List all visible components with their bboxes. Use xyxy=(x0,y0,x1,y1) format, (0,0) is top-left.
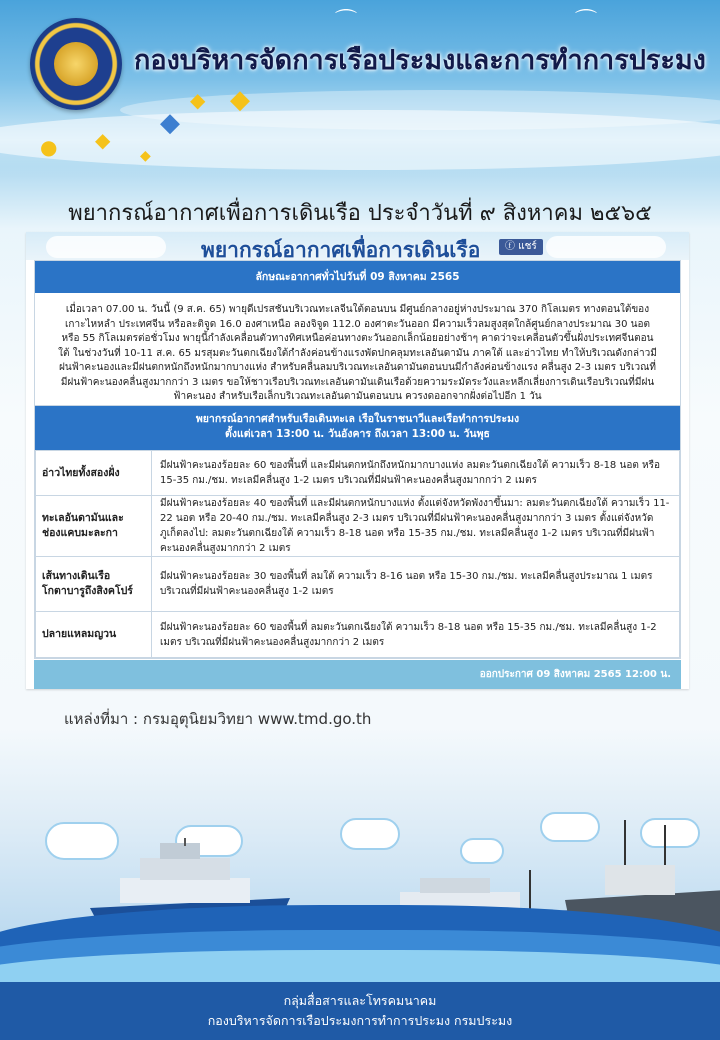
fish-icon: ◆ xyxy=(140,148,151,164)
facebook-share-button[interactable] xyxy=(499,239,543,255)
general-summary: เมื่อเวลา 07.00 น. วันนี้ (9 ส.ค. 65) พายุดีเปรสชันบริเวณทะเลจีนใต้ตอนบน มีศูนย์กลางอยู่ห่างประมาณ 370 กิโลเมตร ทางตอนใต้ของเกาะไหหลำ ประเทศจีน หรือละติจูด 16.0 องศาเหนือ ลองจิจูด 112.0 องศาตะวันออก มีความเร็วลมสูงสุดใกล้ศูนย์กลางประมาณ 30 นอต หรือ 55 กิโลเมตรต่อชั่วโมง พายุนี้กำลังเคลื่อนตัวทางทิศเหนือค่อนทางตะวันออกเล็กน้อยอย่างช้าๆ คาดว่าจะเคลื่อนตัวขึ้นฝั่งประเทศจีนตอนใต้ ในช่วงวันที่ 10-11 ส.ค. 65 มรสุมตะวันตกเฉียงใต้กำลังค่อนข้างแรงพัดปกคลุมทะเลอันดามัน ภาคใต้ และอ่าวไทย ทำให้บริเวณดังกล่าวมีฝนฟ้าคะนองและมีฝนตกหนักถึงหนักมากบางแห่ง สำหรับคลื่นลมบริเวณทะเลอันดามันตอนบนมีกำลังค่อนข้างแรง คลื่นสูง 2-3 เมตร บริเวณที่มีฝนฟ้าคะนองคลื่นสูงมากกว่า 3 เมตร ขอให้ชาวเรือบริเวณทะเลอันดามันเดินเรือด้วยความระมัดระวังและหลีกเลี่ยงการเดินเรือบริเวณที่มีฝนฟ้าคะนอง สำหรับเรือเล็กบริเวณทะเลอันดามันตอนบน ควรงดออกจากฝั่งต่อไปอีก 1 วัน xyxy=(35,293,680,406)
source-credit: แหล่งที่มา : กรมอุตุนิยมวิทยา www.tmd.go.th xyxy=(64,710,372,728)
forecast-card xyxy=(26,232,689,689)
region-name: อ่าวไทยทั้งสองฝั่ง xyxy=(36,451,152,496)
header-banner xyxy=(0,0,720,175)
table-row xyxy=(36,451,680,496)
fish-icon: ● xyxy=(40,135,58,159)
share-label: แชร์ xyxy=(518,241,537,252)
general-heading: ลักษณะอากาศทั่วไปวันที่ 09 สิงหาคม 2565 xyxy=(35,261,680,293)
fish-icon: ◆ xyxy=(230,85,250,115)
org-title: กองบริหารจัดการเรือประมงและการทำการประมง xyxy=(134,45,706,76)
forecast-heading-line1: พยากรณ์อากาศสำหรับเรือเดินทะเล เรือในราชนาวีและเรือทำการประมง xyxy=(195,413,520,425)
fish-icon: ◆ xyxy=(160,108,180,138)
region-forecast: มีฝนฟ้าคะนองร้อยละ 30 ของพื้นที่ ลมใต้ ความเร็ว 8-16 นอต หรือ 15-30 กม./ชม. ทะเลมีคลื่นสูงประมาณ 1 เมตร บริเวณที่มีฝนฟ้าคะนองคลื่นสูง 1-2 เมตร xyxy=(152,557,680,612)
table-row xyxy=(36,557,680,612)
fish-icon: ◆ xyxy=(190,88,206,112)
seagull-icon: ⌒ xyxy=(335,9,358,34)
footer-line1: กลุ่มสื่อสารและโทรคมนาคม xyxy=(283,993,437,1008)
cloud-decoration xyxy=(46,236,166,258)
seagull-icon: ⌒ xyxy=(575,9,598,34)
footer xyxy=(0,982,720,1040)
region-forecast: มีฝนฟ้าคะนองร้อยละ 60 ของพื้นที่ และมีฝนตกหนักถึงหนักมากบางแห่ง ลมตะวันตกเฉียงใต้ ความเร็ว 8-18 นอต หรือ 15-35 กม./ชม. ทะเลมีคลื่นสูง 1-2 เมตร บริเวณที่มีฝนฟ้าคะนองคลื่นสูงมากกว่า 2 เมตร xyxy=(152,451,680,496)
forecast-table xyxy=(35,450,680,658)
region-forecast: มีฝนฟ้าคะนองร้อยละ 40 ของพื้นที่ และมีฝนตกหนักบางแห่ง ตั้งแต่จังหวัดพังงาขึ้นมา: ลมตะวันตกเฉียงใต้ ความเร็ว 11-22 นอต หรือ 20-40 กม./ชม. ทะเลมีคลื่นสูง 2-3 เมตร บริเวณที่มีฝนฟ้าคะนองคลื่นสูงมากกว่า 3 เมตร ตั้งแต่จังหวัดภูเก็ตลงไป: ลมตะวันตกเฉียงใต้ ความเร็ว 8-18 นอต หรือ 15-35 กม./ชม. ทะเลมีคลื่นสูง 1-2 เมตร บริเวณที่มีฝนฟ้าคะนองคลื่นสูงมากกว่า 2 เมตร xyxy=(152,496,680,557)
sea-illustration xyxy=(0,800,720,982)
cloud-decoration xyxy=(340,818,400,850)
table-row xyxy=(36,612,680,658)
region-name: ทะเลอันดามันและช่องแคบมะละกา xyxy=(36,496,152,557)
sea-wave xyxy=(0,950,720,982)
issued-timestamp: ออกประกาศ 09 สิงหาคม 2565 12:00 น. xyxy=(34,660,681,689)
card-heading: พยากรณ์อากาศเพื่อการเดินเรือ xyxy=(201,238,481,262)
region-name: ปลายแหลมญวน xyxy=(36,612,152,658)
fish-icon: ◆ xyxy=(95,128,111,152)
forecast-heading-line2: ตั้งแต่เวลา 13:00 น. วันอังคาร ถึงเวลา 13:00 น. วันพุธ xyxy=(225,428,490,440)
region-name: เส้นทางเดินเรือโกตาบารูถึงสิงคโปร์ xyxy=(36,557,152,612)
cloud-decoration xyxy=(460,838,504,864)
facebook-icon: ⓕ xyxy=(505,241,519,252)
department-logo xyxy=(30,18,122,110)
emblem-icon xyxy=(54,42,98,86)
cloud-decoration xyxy=(546,236,666,258)
card-header xyxy=(26,232,689,260)
footer-line2: กองบริหารจัดการเรือประมงการทำการประมง กรมประมง xyxy=(207,1013,513,1028)
forecast-heading xyxy=(35,406,680,450)
document-title: พยากรณ์อากาศเพื่อการเดินเรือ ประจำวันที่ ๙ สิงหาคม ๒๕๖๕ xyxy=(68,201,652,226)
region-forecast: มีฝนฟ้าคะนองร้อยละ 60 ของพื้นที่ ลมตะวันตกเฉียงใต้ ความเร็ว 8-18 นอต หรือ 15-35 กม./ชม. ทะเลมีคลื่นสูง 1-2 เมตร บริเวณที่มีฝนฟ้าคะนองคลื่นสูงมากกว่า 2 เมตร xyxy=(152,612,680,658)
table-row xyxy=(36,496,680,557)
forecast-content xyxy=(34,260,681,659)
